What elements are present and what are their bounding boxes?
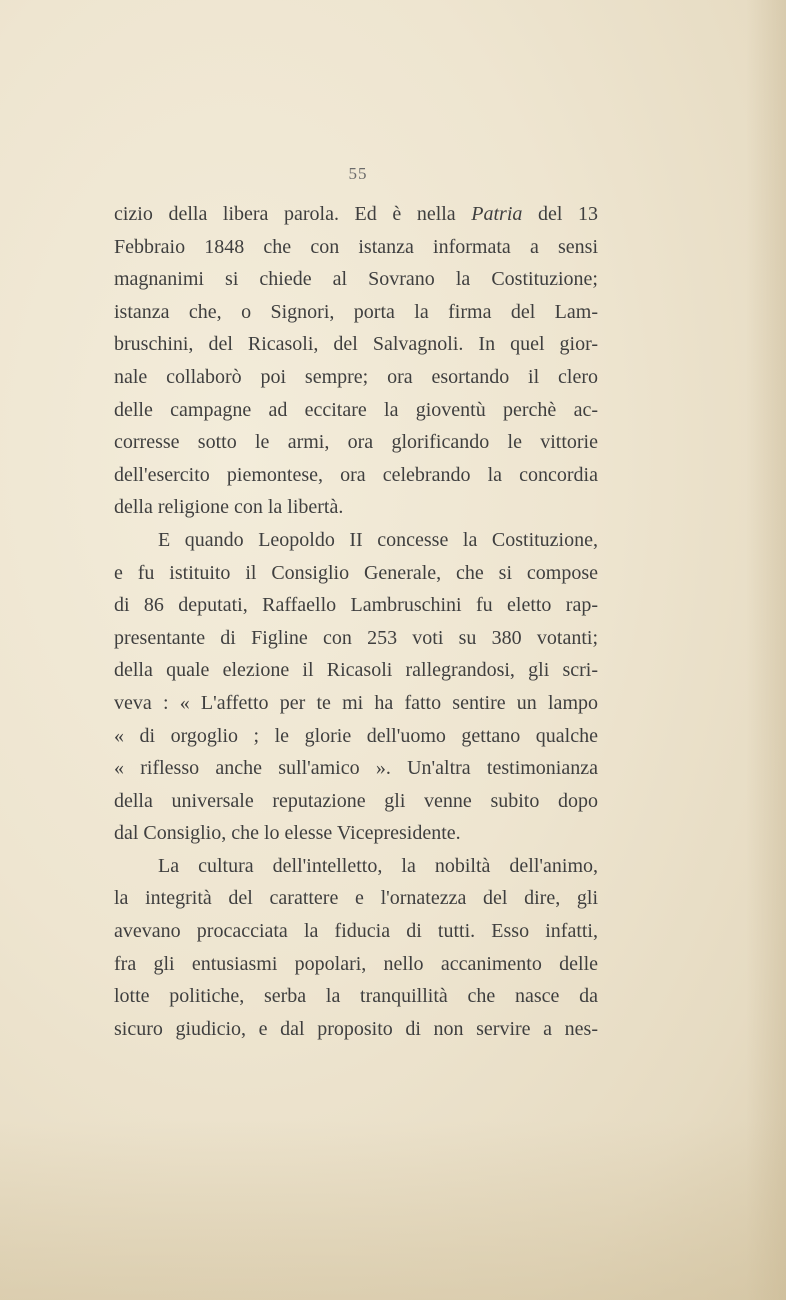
- text-line: presentante di Figline con 253 voti su 380 votanti;: [114, 626, 598, 649]
- text-line: [114, 198, 598, 231]
- text-line: la integrità del carattere e l'ornatezza del dire, gli: [114, 887, 598, 910]
- text-line: e fu istituito il Consiglio Generale, che si compose: [114, 561, 598, 584]
- text-line: veva : « L'affetto per te mi ha fatto sentire un lampo: [114, 691, 598, 714]
- text-line: di 86 deputati, Raffaello Lambruschini fu eletto rap-: [114, 594, 598, 617]
- text-line: « di orgoglio ; le glorie dell'uomo gettano qualche: [114, 724, 598, 747]
- text-line-segment: del 13: [522, 203, 598, 225]
- text-line: nale collaborò poi sempre; ora esortando il clero: [114, 365, 598, 388]
- text-line: della religione con la libertà.: [114, 496, 344, 519]
- italic-title: Patria: [471, 203, 523, 225]
- text-line-segment: cizio della libera parola. Ed è nella: [114, 203, 472, 225]
- text-line: avevano procacciata la fiducia di tutti. Esso infatti,: [114, 920, 598, 943]
- page-edge-shading: [746, 0, 786, 1300]
- page-bottom-shading: [0, 1120, 786, 1300]
- text-line: Febbraio 1848 che con istanza informata a sensi: [114, 235, 598, 258]
- text-line: La cultura dell'intelletto, la nobiltà dell'animo,: [158, 854, 598, 877]
- page-number: 55: [348, 164, 368, 183]
- text-line: bruschini, del Ricasoli, del Salvagnoli. In quel gior-: [114, 333, 598, 356]
- text-line: dal Consiglio, che lo elesse Vicepresidente.: [114, 822, 461, 845]
- text-line: istanza che, o Signori, porta la firma del Lam-: [114, 300, 598, 323]
- text-line: lotte politiche, serba la tranquillità che nasce da: [114, 985, 598, 1008]
- text-line: corresse sotto le armi, ora glorificando le vittorie: [114, 431, 598, 454]
- text-line: fra gli entusiasmi popolari, nello accanimento delle: [114, 952, 598, 975]
- text-line: dell'esercito piemontese, ora celebrando la concordia: [114, 463, 598, 486]
- text-line: magnanimi si chiede al Sovrano la Costituzione;: [114, 268, 598, 291]
- text-line: della quale elezione il Ricasoli rallegrandosi, gli scri-: [114, 659, 598, 682]
- text-line: della universale reputazione gli venne subito dopo: [114, 789, 598, 812]
- text-line: E quando Leopoldo II concesse la Costituzione,: [158, 528, 598, 551]
- text-line: delle campagne ad eccitare la gioventù perchè ac-: [114, 398, 598, 421]
- text-line: sicuro giudicio, e dal proposito di non servire a nes-: [114, 1017, 598, 1040]
- text-line: « riflesso anche sull'amico ». Un'altra testimonianza: [114, 757, 598, 780]
- body-text: [114, 198, 598, 1045]
